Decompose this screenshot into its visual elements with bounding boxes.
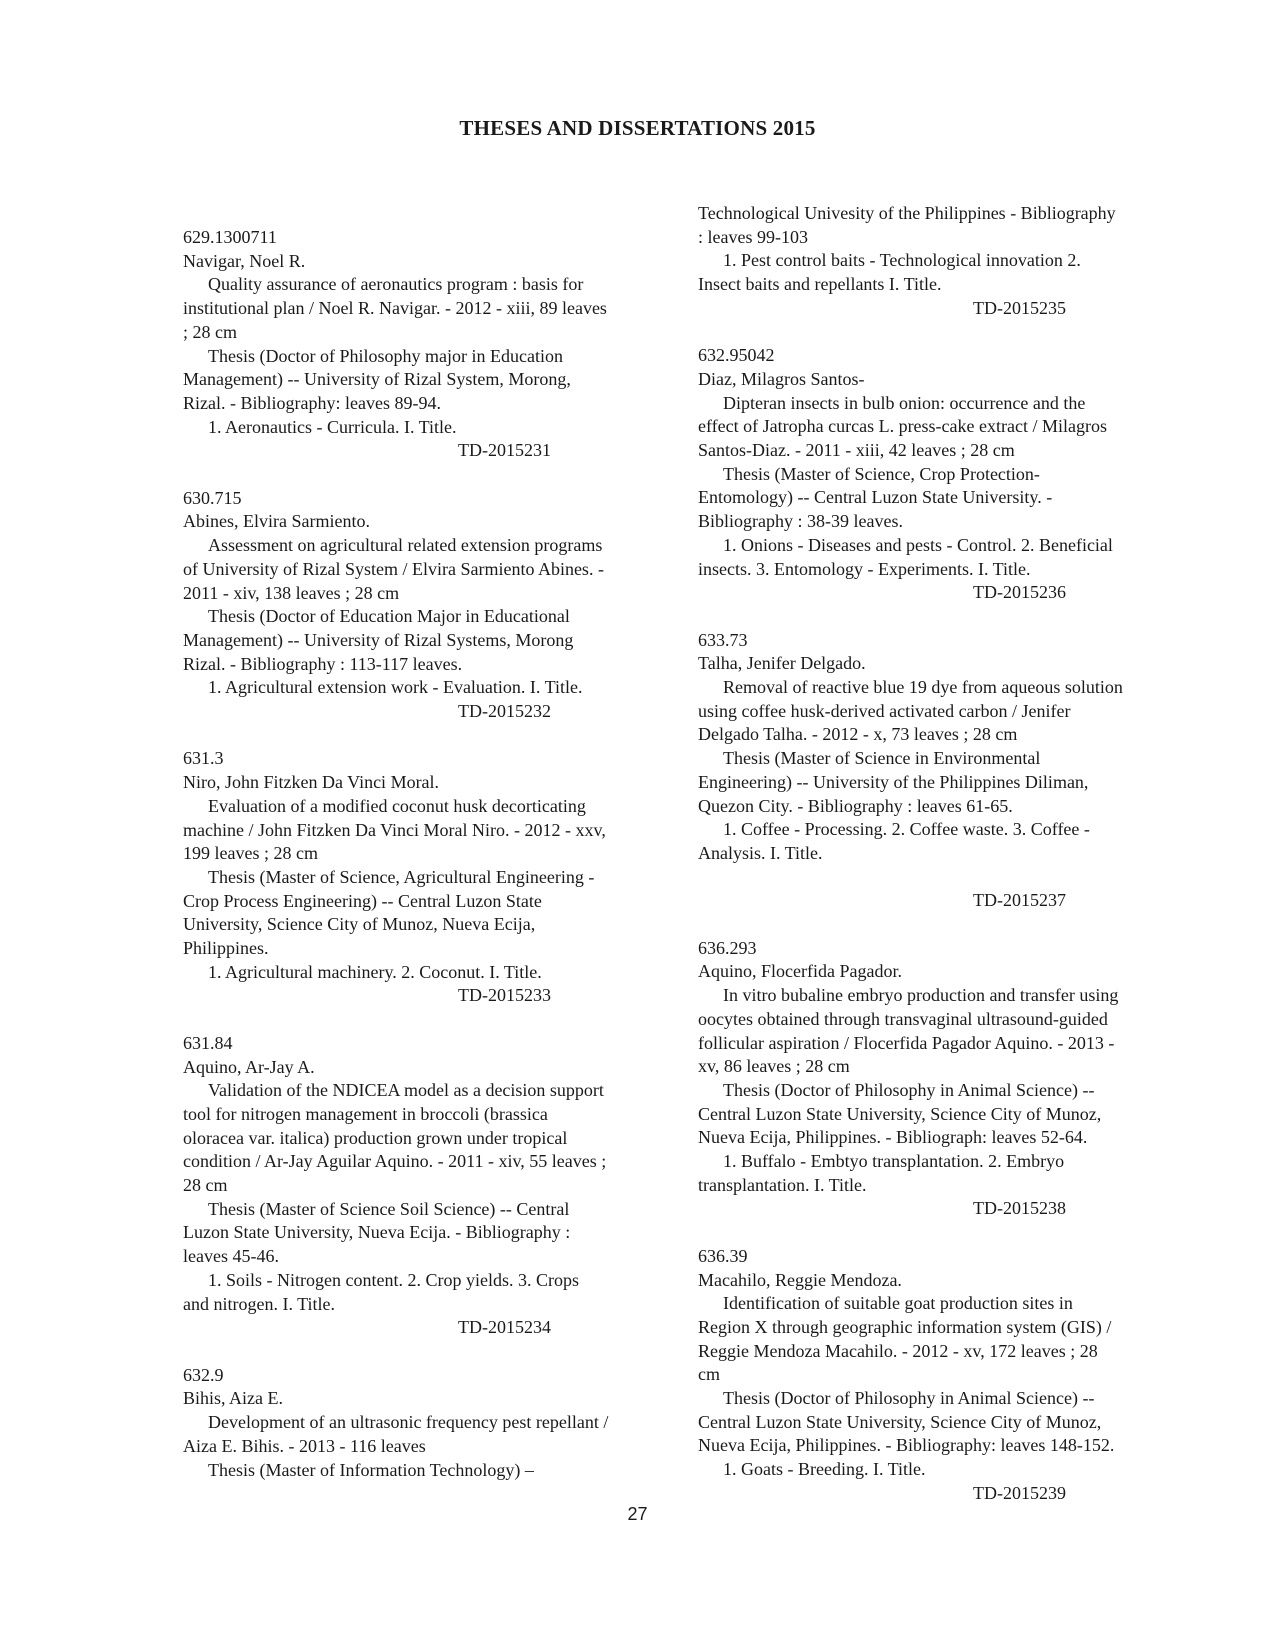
td-number: TD-2015234: [458, 1317, 551, 1338]
subject-line: 1. Coffee - Processing. 2. Coffee waste. 3. Coffee -: [723, 819, 1090, 840]
author: Niro, John Fitzken Da Vinci Moral.: [183, 772, 440, 793]
title-line: Aiza E. Bihis. - 2013 - 116 leaves: [183, 1435, 426, 1456]
title-line: ; 28 cm: [183, 321, 237, 342]
td-number: TD-2015236: [973, 582, 1066, 603]
left-column: [183, 226, 678, 1506]
thesis-note-line: Central Luzon State University, Science City of Munoz,: [698, 1103, 1102, 1124]
subject-line: 1. Onions - Diseases and pests - Control. 2. Beneficial: [723, 534, 1113, 555]
thesis-note-line: Philippines.: [183, 938, 269, 959]
catalog-entry: [183, 1032, 678, 1340]
thesis-note-line: Thesis (Doctor of Education Major in Educational: [208, 606, 570, 627]
td-number: TD-2015232: [458, 701, 551, 722]
td-number: TD-2015235: [973, 297, 1066, 318]
title-line: Santos-Diaz. - 2011 - xiii, 42 leaves ; 28 cm: [698, 440, 1015, 461]
title-line: Validation of the NDICEA model as a decision support: [208, 1080, 604, 1101]
title-line: Identification of suitable goat production sites in: [723, 1293, 1073, 1314]
thesis-note-line: Nueva Ecija, Philippines. - Bibliography: leaves 148-152.: [698, 1435, 1115, 1456]
thesis-note-line: Thesis (Master of Science, Agricultural Engineering -: [208, 866, 595, 887]
author: Diaz, Milagros Santos-: [698, 368, 865, 389]
td-number: TD-2015233: [458, 985, 551, 1006]
title-line: oloracea var. italica) production grown under tropical: [183, 1127, 568, 1148]
title-line: Development of an ultrasonic frequency pest repellant /: [208, 1412, 609, 1433]
subject-line: 1. Soils - Nitrogen content. 2. Crop yields. 3. Crops: [208, 1269, 579, 1290]
thesis-note-line: Thesis (Master of Science, Crop Protection-: [723, 463, 1040, 484]
author: Talha, Jenifer Delgado.: [698, 653, 866, 674]
title-line: 199 leaves ; 28 cm: [183, 843, 318, 864]
thesis-note-line: Thesis (Doctor of Philosophy major in Education: [208, 345, 563, 366]
right-column: [698, 202, 1188, 1529]
title-line: using coffee husk-derived activated carbon / Jenifer: [698, 700, 1071, 721]
author: Aquino, Ar-Jay A.: [183, 1056, 315, 1077]
td-number: TD-2015231: [458, 440, 551, 461]
thesis-note-line: Nueva Ecija, Philippines. - Bibliograph: leaves 52-64.: [698, 1127, 1088, 1148]
subject-line: Analysis. I. Title.: [698, 842, 823, 863]
thesis-note-line: Thesis (Master of Information Technology) –: [208, 1459, 534, 1480]
thesis-note-line: Central Luzon State University, Science City of Munoz,: [698, 1411, 1102, 1432]
call-number: 631.3: [183, 748, 224, 769]
call-number: 632.95042: [698, 345, 775, 366]
call-number: 631.84: [183, 1032, 233, 1053]
subject-line: transplantation. I. Title.: [698, 1174, 867, 1195]
call-number: 636.293: [698, 937, 757, 958]
thesis-note-line: Rizal. - Bibliography : 113-117 leaves.: [183, 653, 463, 674]
subject-line: 1. Agricultural machinery. 2. Coconut. I. Title.: [208, 961, 542, 982]
thesis-note-line: Quezon City. - Bibliography : leaves 61-65.: [698, 795, 1013, 816]
subject-line: and nitrogen. I. Title.: [183, 1293, 335, 1314]
subject-line: Insect baits and repellants I. Title.: [698, 274, 942, 295]
title-line: of University of Rizal System / Elvira Sarmiento Abines. -: [183, 558, 604, 579]
title-line: tool for nitrogen management in broccoli (brassica: [183, 1103, 548, 1124]
title-line: Region X through geographic information system (GIS) /: [698, 1316, 1112, 1337]
thesis-note-line: Thesis (Master of Science Soil Science) -- Central: [208, 1198, 570, 1219]
subject-line: 1. Agricultural extension work - Evaluation. I. Title.: [208, 677, 583, 698]
title-line: institutional plan / Noel R. Navigar. - 2012 - xiii, 89 leaves: [183, 298, 607, 319]
thesis-note-line: leaves 45-46.: [183, 1246, 279, 1267]
call-number: 632.9: [183, 1364, 224, 1385]
title-line: 28 cm: [183, 1175, 228, 1196]
author: Bihis, Aiza E.: [183, 1388, 283, 1409]
catalog-entry: [183, 747, 678, 1008]
title-line: condition / Ar-Jay Aguilar Aquino. - 2011 - xiv, 55 leaves ;: [183, 1151, 607, 1172]
catalog-entry: [698, 1245, 1188, 1506]
catalog-entry: [698, 629, 1188, 913]
thesis-note-line: Luzon State University, Nueva Ecija. - Bibliography :: [183, 1222, 571, 1243]
td-number: TD-2015238: [973, 1198, 1066, 1219]
thesis-note-line: Rizal. - Bibliography: leaves 89-94.: [183, 392, 441, 413]
thesis-note-line: Technological Univesity of the Philippines - Bibliography: [698, 203, 1116, 223]
title-line: effect of Jatropha curcas L. press-cake extract / Milagros: [698, 416, 1107, 437]
thesis-note-line: : leaves 99-103: [698, 226, 808, 247]
catalog-entry: [698, 344, 1188, 605]
page-number: 27: [627, 1504, 648, 1524]
catalog-entry-continuation: [698, 202, 1188, 321]
title-line: 2011 - xiv, 138 leaves ; 28 cm: [183, 582, 400, 603]
title-line: In vitro bubaline embryo production and transfer using: [723, 985, 1119, 1006]
td-number: TD-2015237: [973, 890, 1066, 911]
call-number: 636.39: [698, 1245, 748, 1266]
title-line: Delgado Talha. - 2012 - x, 73 leaves ; 28 cm: [698, 724, 1018, 745]
thesis-note-line: Management) -- University of Rizal System, Morong,: [183, 369, 571, 390]
author: Abines, Elvira Sarmiento.: [183, 511, 370, 532]
thesis-note-line: Thesis (Doctor of Philosophy in Animal Science) --: [723, 1079, 1095, 1100]
thesis-note-line: Bibliography : 38-39 leaves.: [698, 511, 903, 532]
subject-line: 1. Goats - Breeding. I. Title.: [723, 1459, 926, 1480]
title-line: follicular aspiration / Flocerfida Pagador Aquino. - 2013 -: [698, 1032, 1115, 1053]
thesis-note-line: Thesis (Master of Science in Environmental: [723, 748, 1041, 769]
thesis-note-line: University, Science City of Munoz, Nueva Ecija,: [183, 914, 536, 935]
author: Macahilo, Reggie Mendoza.: [698, 1269, 902, 1290]
title-line: cm: [698, 1364, 720, 1385]
title-line: oocytes obtained through transvaginal ultrasound-guided: [698, 1008, 1108, 1029]
subject-line: insects. 3. Entomology - Experiments. I. Title.: [698, 558, 1031, 579]
call-number: 630.715: [183, 487, 242, 508]
author: Navigar, Noel R.: [183, 250, 306, 271]
title-line: machine / John Fitzken Da Vinci Moral Niro. - 2012 - xxv,: [183, 819, 606, 840]
subject-line: 1. Buffalo - Embtyo transplantation. 2. Embryo: [723, 1151, 1065, 1172]
thesis-note-line: Engineering) -- University of the Philippines Diliman,: [698, 771, 1089, 792]
catalog-entry: [183, 226, 678, 463]
thesis-note-line: Thesis (Doctor of Philosophy in Animal Science) --: [723, 1388, 1095, 1409]
call-number: 633.73: [698, 629, 748, 650]
title-line: Dipteran insects in bulb onion: occurrence and the: [723, 392, 1086, 413]
title-line: Reggie Mendoza Macahilo. - 2012 - xv, 172 leaves ; 28: [698, 1340, 1098, 1361]
subject-line: 1. Aeronautics - Curricula. I. Title.: [208, 416, 457, 437]
title-line: Removal of reactive blue 19 dye from aqueous solution: [723, 677, 1123, 698]
thesis-note-line: Entomology) -- Central Luzon State University. -: [698, 487, 1053, 508]
catalog-entry: [698, 937, 1188, 1221]
catalog-entry: [183, 1364, 678, 1483]
page-title: THESES AND DISSERTATIONS 2015: [459, 116, 816, 140]
author: Aquino, Flocerfida Pagador.: [698, 961, 902, 982]
title-line: Evaluation of a modified coconut husk decorticating: [208, 795, 586, 816]
call-number: 629.1300711: [183, 227, 277, 247]
subject-line: 1. Pest control baits - Technological innovation 2.: [723, 250, 1081, 271]
td-number: TD-2015239: [973, 1482, 1066, 1503]
catalog-entry: [183, 487, 678, 724]
title-line: Assessment on agricultural related extension programs: [208, 535, 603, 556]
thesis-note-line: Management) -- University of Rizal Systems, Morong: [183, 629, 574, 650]
title-line: Quality assurance of aeronautics program : basis for: [208, 274, 584, 295]
title-line: xv, 86 leaves ; 28 cm: [698, 1056, 850, 1077]
thesis-note-line: Crop Process Engineering) -- Central Luzon State: [183, 890, 542, 911]
